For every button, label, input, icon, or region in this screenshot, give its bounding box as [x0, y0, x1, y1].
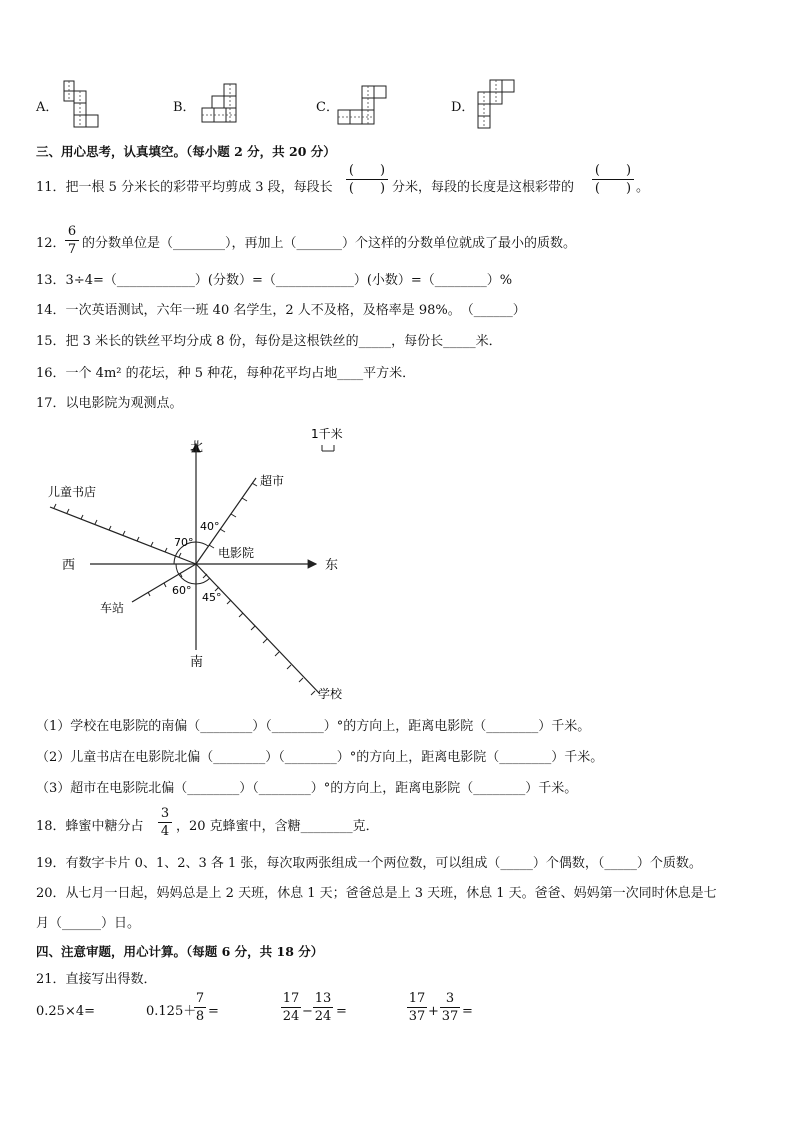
- school-label: 学校: [318, 687, 343, 701]
- angle-school: 45°: [202, 591, 222, 604]
- fraction-num: 17: [408, 991, 426, 1006]
- angle-supermarket: 40°: [200, 520, 220, 533]
- fraction-num: ( ): [348, 163, 386, 178]
- north-label: 北: [190, 440, 204, 455]
- bookstore-ticks: [54, 504, 181, 557]
- fraction-den: 37: [408, 1009, 426, 1024]
- fraction-den: 8: [195, 1009, 205, 1024]
- fraction-den: 7: [67, 242, 77, 257]
- calc-2-fraction: [194, 991, 206, 1024]
- fraction-den: 24: [314, 1009, 332, 1024]
- question-15: 15．把 3 米长的铁丝平均分成 8 份，每份是这根铁丝的_____，每份长_____米．: [36, 334, 502, 349]
- question-16: 16．一个 4m² 的花坛，种 5 种花，每种花平均占地____平方米．: [36, 366, 416, 381]
- calc-2-equals: =: [208, 1004, 219, 1019]
- fraction-den: ( ): [348, 181, 386, 196]
- question-11-text-b: 分米，每段的长度是这根彩带的: [392, 180, 575, 195]
- l-shape-figure-icon: [62, 80, 102, 132]
- scale-label: 1千米: [311, 427, 343, 441]
- question-17-2: （2）儿童书店在电影院北偏（________）（________）°的方向上，距离电影院（________）千米。: [36, 750, 604, 765]
- question-18-text-a: 18．蜂蜜中糖分占: [36, 819, 144, 834]
- question-14: 14．一次英语测试，六年一班 40 名学生，2 人不及格，及格率是 98%。 （______）: [36, 303, 526, 318]
- calc-1: 0.25×4=: [36, 1004, 96, 1019]
- fraction-den: ( ): [594, 181, 632, 196]
- fraction-num: 6: [67, 224, 77, 239]
- s-shape-figure-icon: [476, 78, 518, 130]
- section-3-title: 三、用心思考，认真填空。（每小题 2 分，共 20 分）: [36, 144, 336, 159]
- calc-3-operator: −: [302, 1004, 313, 1019]
- calc-2-prefix: 0.125＋: [146, 1004, 197, 1019]
- calc-3-fraction-1: [281, 991, 301, 1024]
- question-18-fraction: [158, 806, 172, 839]
- school-ray: [196, 564, 320, 694]
- calc-3-equals: =: [336, 1004, 347, 1019]
- question-17-3: （3）超市在电影院北偏（________）（________）°的方向上，距离电影院（________）千米。: [36, 781, 578, 796]
- question-11-fraction-1: [346, 163, 388, 196]
- center-label: 电影院: [218, 546, 255, 560]
- supermarket-label: 超市: [260, 474, 285, 488]
- question-11-text-c: 。: [636, 180, 650, 195]
- angle-station: 60°: [172, 584, 192, 597]
- option-b-label: B．: [173, 100, 196, 115]
- fraction-num: 17: [282, 991, 300, 1006]
- calc-4-equals: =: [462, 1004, 473, 1019]
- calc-4-fraction-1: [407, 991, 427, 1024]
- fraction-den: 24: [282, 1009, 300, 1024]
- question-12-fraction: [65, 224, 79, 257]
- option-c-label: C．: [316, 100, 339, 115]
- bookstore-label: 儿童书店: [48, 485, 97, 499]
- calc-3-fraction-2: [313, 991, 333, 1024]
- fraction-num: 13: [314, 991, 332, 1006]
- west-label: 西: [62, 558, 76, 573]
- section-4-title: 四、注意审题，用心计算。（每题 6 分，共 18 分）: [36, 944, 324, 959]
- supermarket-ticks: [209, 483, 257, 548]
- z-shape-figure-icon: [336, 84, 388, 128]
- station-label: 车站: [100, 601, 125, 615]
- south-label: 南: [190, 655, 204, 670]
- question-18-text-b: ，20 克蜂蜜中，含糖________克．: [176, 819, 379, 834]
- question-20-line-1: 20．从七月一日起，妈妈总是上 2 天班，休息 1 天；爸爸总是上 3 天班，休息 1 天。爸爸、妈妈第一次同时休息是七: [36, 886, 717, 901]
- east-label: 东: [325, 558, 339, 573]
- question-12-text: 的分数单位是（________），再加上（_______）个这样的分数单位就成了最小的质数。: [82, 236, 577, 251]
- question-20-line-2: 月（______）日。: [36, 916, 141, 931]
- fraction-den: 4: [160, 824, 170, 839]
- question-19: 19．有数字卡片 0、1、2、3 各 1 张，每次取两张组成一个两位数，可以组成（_____）个偶数，（_____）个质数。: [36, 856, 702, 871]
- angle-bookstore: 70°: [174, 536, 194, 549]
- fraction-num: ( ): [594, 163, 632, 178]
- question-11-fraction-2: [592, 163, 634, 196]
- option-d-label: D．: [451, 100, 475, 115]
- question-11-text-a: 11．把一根 5 分米长的彩带平均剪成 3 段，每段长: [36, 180, 333, 195]
- question-13: 13．3÷4=（____________）(分数）=（____________）(小数）=（________）%: [36, 273, 513, 288]
- fraction-num: 3: [160, 806, 170, 821]
- calc-4-fraction-2: [440, 991, 460, 1024]
- fraction-den: 37: [441, 1009, 459, 1024]
- fraction-num: 7: [195, 991, 205, 1006]
- question-17: 17．以电影院为观测点。: [36, 396, 183, 411]
- fraction-num: 3: [445, 991, 455, 1006]
- option-a-label: A．: [36, 100, 59, 115]
- step-shape-figure-icon: [200, 82, 242, 128]
- calc-4-operator: +: [428, 1004, 439, 1019]
- direction-diagram: [40, 420, 360, 710]
- question-21: 21．直接写出得数．: [36, 972, 157, 987]
- question-17-1: （1）学校在电影院的南偏（________）（________）°的方向上，距离电影院（________）千米。: [36, 719, 591, 734]
- question-12-number: 12．: [36, 236, 66, 251]
